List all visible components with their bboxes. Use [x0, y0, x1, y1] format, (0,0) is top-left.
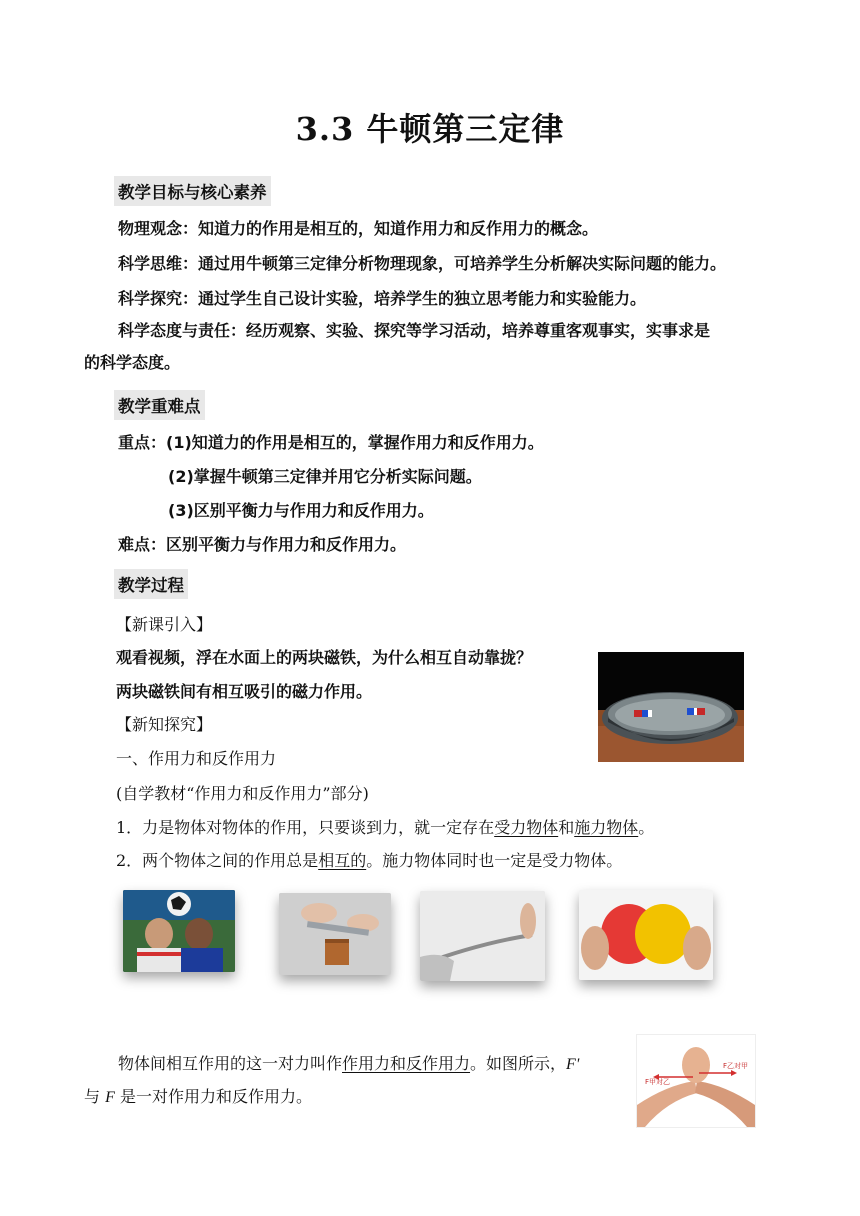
point-1-and: 和 — [558, 818, 575, 837]
self-study-note: (自学教材“作用力和反作用力”部分) — [116, 784, 369, 803]
para-l2-end: 是一对作用力和反作用力。 — [119, 1087, 312, 1106]
goal-attitude-line2: 的科学态度。 — [84, 353, 181, 372]
page-title: 3.3 牛顿第三定律 — [295, 110, 565, 148]
point-1-text: 1．力是物体对物体的作用，只要谈到力，就一定存在 — [116, 818, 495, 837]
point-2-end: 。施力物体同时也一定是受力物体。 — [366, 851, 623, 870]
bowl-illustration — [598, 652, 744, 762]
goal-scientific-thinking: 科学思维：通过用牛顿第三定律分析物理现象，可培养学生分析解决实际问题的能力。 — [118, 254, 727, 273]
section-heading-key: 教学重难点 — [114, 390, 205, 420]
bending-ruler-photo — [420, 891, 545, 981]
point-1-end: 。 — [638, 818, 655, 837]
symbol-f-prime: F' — [566, 1056, 580, 1073]
para-text: 物体间相互作用的这一对力叫作 — [118, 1054, 343, 1073]
goal-attitude-line1: 科学态度与责任：经历观察、实验、探究等学习活动，培养尊重客观事实，实事求是 — [118, 321, 711, 340]
balloons-photo — [579, 890, 713, 980]
symbol-f: F — [105, 1089, 115, 1106]
label-f-b-on-a: F乙对甲 — [723, 1062, 749, 1070]
blank-applying-object: 施力物体 — [574, 818, 639, 837]
blank-mutual: 相互的 — [318, 851, 367, 870]
intro-answer: 两块磁铁间有相互吸引的磁力作用。 — [116, 682, 373, 701]
point-2-text: 2．两个物体之间的作用总是 — [116, 851, 319, 870]
label-f-a-on-b: F甲对乙 — [645, 1078, 671, 1086]
key-point-1: 重点：(1)知道力的作用是相互的，掌握作用力和反作用力。 — [118, 433, 544, 452]
point-1 — [116, 815, 654, 838]
arm-wrestling-image — [636, 1034, 756, 1128]
para-mid: 。如图所示， — [470, 1054, 567, 1073]
knife-illustration — [279, 893, 391, 975]
tag-new-lesson-intro: 【新课引入】 — [116, 615, 213, 634]
tag-new-knowledge: 【新知探究】 — [116, 715, 213, 734]
soccer-heading-photo — [123, 890, 235, 972]
magnet-bowl-image — [598, 652, 744, 762]
subheading-action-reaction: 一、作用力和反作用力 — [116, 749, 277, 768]
key-point-2: (2)掌握牛顿第三定律并用它分析实际问题。 — [168, 467, 482, 486]
para-l2-pre: 与 — [84, 1087, 101, 1106]
goal-scientific-inquiry: 科学探究：通过学生自己设计实验，培养学生的独立思考能力和实验能力。 — [118, 289, 647, 308]
soccer-illustration — [123, 890, 235, 972]
blank-receiving-object: 受力物体 — [494, 818, 559, 837]
balloons-illustration — [579, 890, 713, 980]
para-action-reaction-line1 — [118, 1051, 579, 1074]
intro-question: 观看视频，浮在水面上的两块磁铁，为什么相互自动靠拢？ — [116, 648, 533, 667]
ruler-illustration — [420, 891, 545, 981]
section-heading-goals: 教学目标与核心素养 — [114, 176, 271, 206]
para-action-reaction-line2 — [84, 1084, 312, 1107]
term-action-reaction: 作用力和反作用力 — [342, 1054, 471, 1073]
difficult-point: 难点：区别平衡力与作用力和反作用力。 — [118, 535, 407, 554]
key-point-3: (3)区别平衡力与作用力和反作用力。 — [168, 501, 434, 520]
goal-physics-concept: 物理观念：知道力的作用是相互的，知道作用力和反作用力的概念。 — [118, 219, 599, 238]
section-heading-process: 教学过程 — [114, 569, 188, 599]
knife-board-photo — [279, 893, 391, 975]
point-2 — [116, 848, 622, 871]
